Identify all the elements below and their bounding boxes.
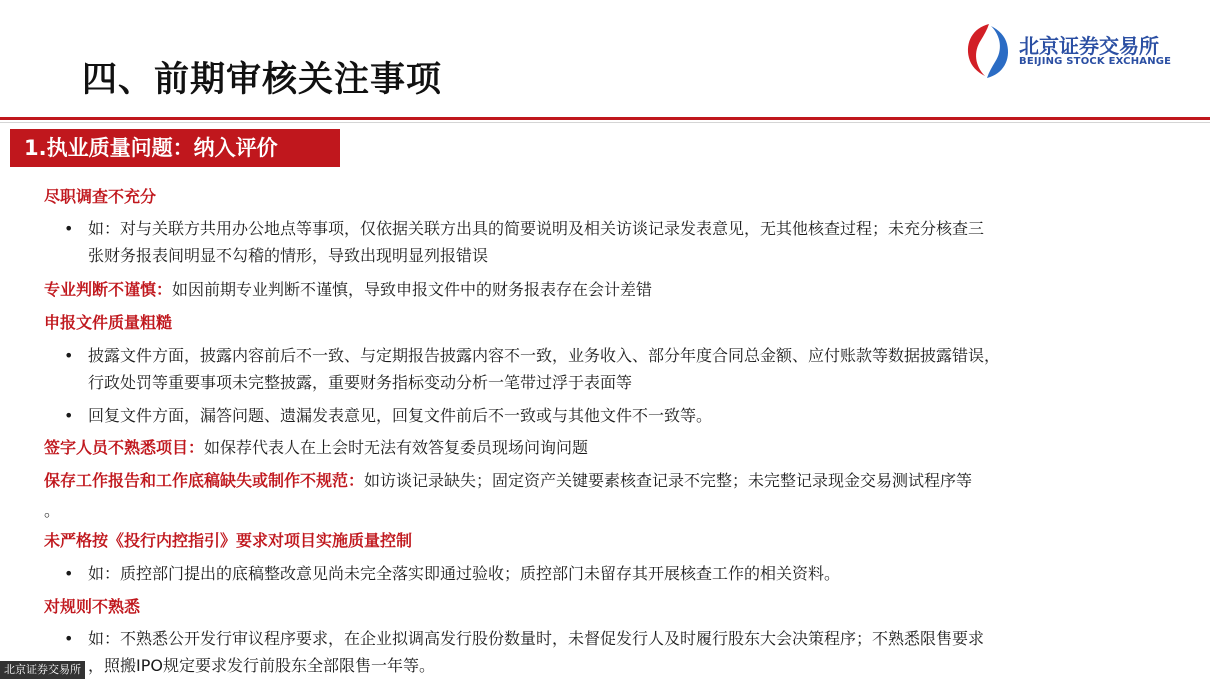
heading-rules: 对规则不熟悉	[44, 597, 141, 616]
logo-cn-text: 北京证券交易所	[1019, 34, 1159, 58]
paragraph-text: 如访谈记录缺失；固定资产关键要素核查记录不完整；未完整记录现金交易测试程序等	[364, 471, 973, 490]
paragraph-lead: 专业判断不谨慎：	[44, 280, 173, 299]
list-item	[64, 405, 712, 427]
logo-en-text: BEIJING STOCK EXCHANGE	[1019, 56, 1172, 67]
header-subrule	[0, 122, 1210, 123]
heading-due-diligence: 尽职调查不充分	[44, 187, 157, 206]
paragraph-working-papers	[44, 470, 972, 492]
list-item-text: 如：质控部门提出的底稿整改意见尚未完全落实即通过验收；质控部门未留存其开展核查工作的相关资料。	[88, 564, 841, 583]
list-item-text: 如：不熟悉公开发行审议程序要求，在企业拟调高发行股份数量时，未督促发行人及时履行股东大会决策程序；不熟悉限售要求	[88, 629, 985, 648]
list-item-continuation: 行政处罚等重要事项未完整披露，重要财务指标变动分析一笔带过浮于表面等	[88, 373, 633, 392]
list-item	[64, 345, 1000, 367]
bullet-icon: •	[64, 629, 74, 648]
footer-label: 北京证券交易所	[0, 661, 85, 679]
heading-filing-quality: 申报文件质量粗糙	[44, 313, 173, 332]
list-item	[64, 218, 984, 240]
paragraph-text: 如保荐代表人在上会时无法有效答复委员现场问询问题	[204, 438, 589, 457]
paragraph-signatory	[44, 437, 588, 459]
bullet-icon: •	[64, 219, 74, 238]
page-title: 四、前期审核关注事项	[82, 60, 443, 100]
paragraph-lead: 保存工作报告和工作底稿缺失或制作不规范：	[44, 471, 365, 490]
paragraph-lead: 签字人员不熟悉项目：	[44, 438, 205, 457]
paragraph-professional-judgment	[44, 279, 652, 301]
paragraph-tail: 。	[44, 501, 61, 520]
header-rule	[0, 117, 1210, 120]
bullet-icon: •	[64, 406, 74, 425]
heading-quality-control: 未严格按《投行内控指引》要求对项目实施质量控制	[44, 531, 413, 550]
list-item-text: 披露文件方面，披露内容前后不一致、与定期报告披露内容不一致，业务收入、部分年度合同总金额、应付账款等数据披露错误，	[88, 346, 1001, 365]
list-item	[64, 628, 984, 650]
list-item-text: 如：对与关联方共用办公地点等事项，仅依据关联方出具的简要说明及相关访谈记录发表意见，无其他核查过程；未充分核查三	[88, 219, 985, 238]
paragraph-text: 如因前期专业判断不谨慎，导致申报文件中的财务报表存在会计差错	[172, 280, 653, 299]
bullet-icon: •	[64, 564, 74, 583]
bse-logo-icon	[963, 22, 1013, 80]
bse-logo	[963, 20, 1183, 84]
section-heading: 1.执业质量问题：纳入评价	[10, 129, 340, 167]
bullet-icon: •	[64, 346, 74, 365]
list-item-continuation: 张财务报表间明显不勾稽的情形，导致出现明显列报错误	[88, 246, 489, 265]
list-item-text: 回复文件方面，漏答问题、遗漏发表意见，回复文件前后不一致或与其他文件不一致等。	[88, 406, 713, 425]
list-item-continuation: ，照搬IPO规定要求发行前股东全部限售一年等。	[88, 656, 435, 675]
list-item	[64, 563, 840, 585]
